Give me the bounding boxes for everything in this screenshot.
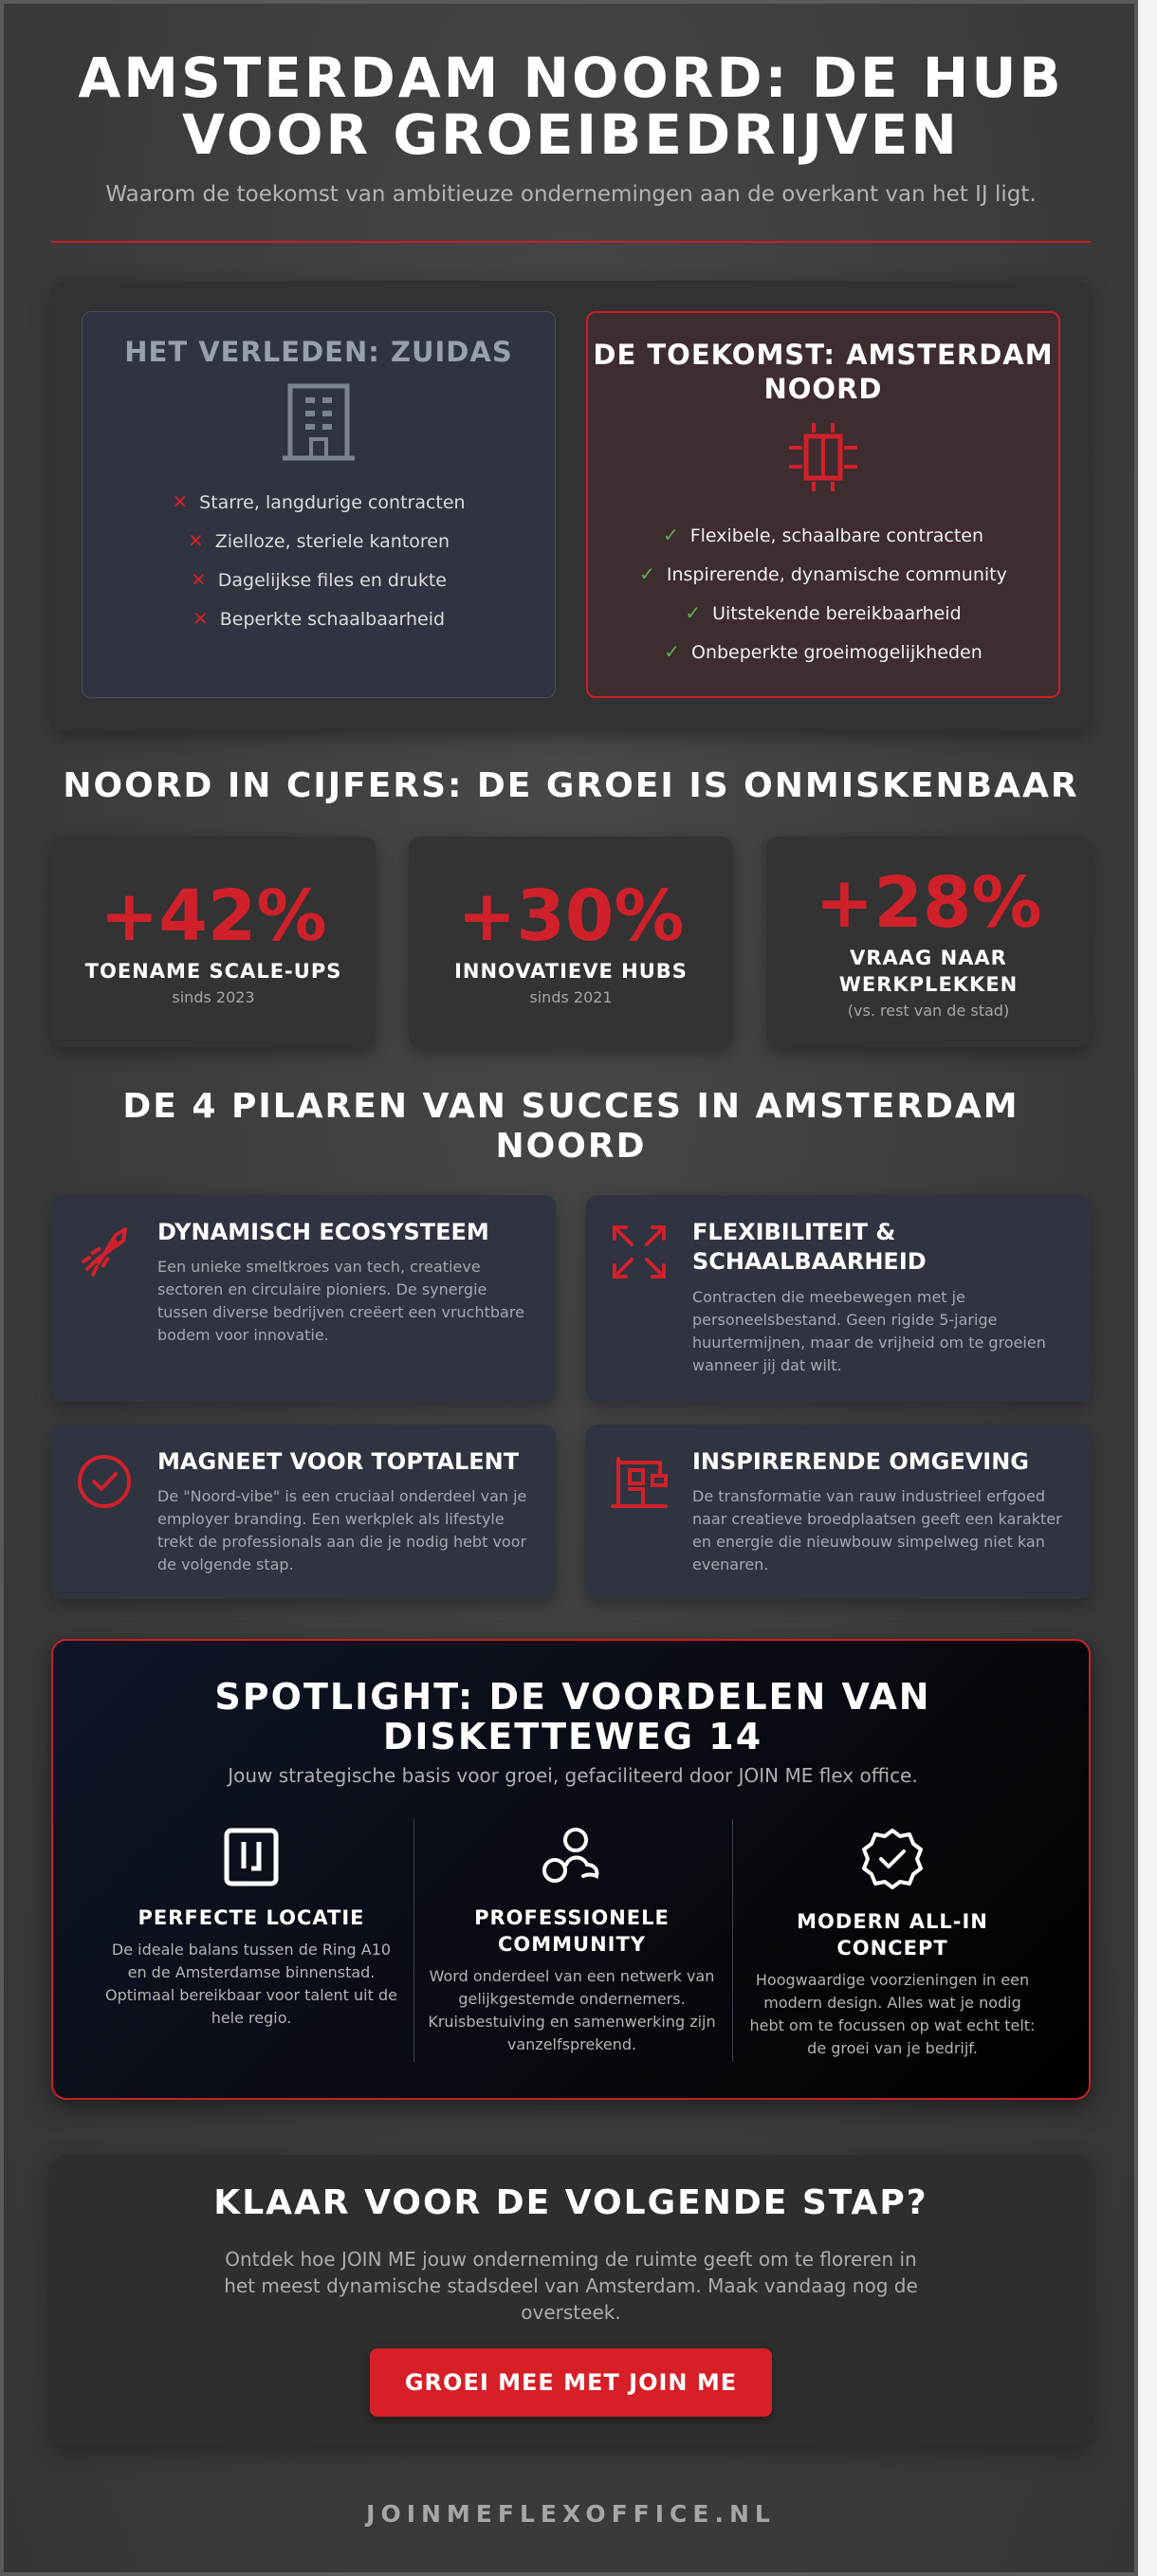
stat-card-workplaces — [766, 837, 1091, 1047]
stat-note: sinds 2023 — [172, 988, 255, 1006]
chip-icon — [783, 419, 863, 495]
past-card — [82, 311, 556, 698]
pillar-title: MAGNEET VOOR TOPTALENT — [157, 1448, 520, 1475]
list-item — [83, 599, 555, 638]
office-building-icon — [281, 382, 357, 462]
spotlight-col-text: Word onderdeel van een netwerk van gelijkgestemde ondernemers. Kruisbestuiving en samenwerking zijn vanzelfsprekend. — [428, 1967, 716, 2053]
pillars-title: DE 4 PILAREN VAN SUCCES IN AMSTERDAM NOORD — [122, 1087, 1019, 1166]
pillar-text: De transformatie van rauw industrieel erfgoed naar creatieve broedplaatsen geeft een karakter en energie die nieuwbouw simpelweg niet kan evenaren. — [692, 1487, 1062, 1573]
list-item-text: Inspirerende, dynamische community — [666, 564, 1007, 585]
list-item-text: Beperkte schaalbaarheid — [219, 609, 446, 630]
community-icon — [540, 1827, 604, 1887]
list-item-text: Onbeperkte groeimogelijkheden — [690, 642, 983, 663]
spotlight-col-title: MODERN ALL-IN CONCEPT — [797, 1910, 988, 1960]
stat-label: VRAAG NAAR WERKPLEKKEN — [838, 947, 1019, 996]
list-item — [588, 516, 1058, 555]
list-item-text: Zielloze, steriele kantoren — [214, 531, 450, 552]
pillar-card-talent — [51, 1425, 556, 1599]
location-frame-icon — [223, 1827, 280, 1887]
title-divider — [51, 241, 1091, 243]
page-title: AMSTERDAM NOORD: DE HUB VOOR GROEIBEDRIJVEN — [78, 46, 1064, 167]
list-item — [83, 483, 555, 522]
future-heading: DE TOEKOMST: AMSTERDAM NOORD — [593, 339, 1054, 405]
past-heading: HET VERLEDEN: ZUIDAS — [124, 336, 513, 368]
pillar-card-ecosystem — [51, 1195, 556, 1402]
spotlight-panel — [51, 1639, 1091, 2100]
spotlight-col-community — [425, 1827, 719, 2056]
list-item — [83, 561, 555, 599]
pillar-card-environment — [586, 1425, 1091, 1599]
spotlight-col-title: PROFESSIONELE COMMUNITY — [474, 1906, 670, 1956]
list-item — [588, 633, 1058, 672]
list-item-text: Uitstekende bereikbaarheid — [712, 603, 962, 624]
pillar-card-flexibility — [586, 1195, 1091, 1402]
stat-note: (vs. rest van de stad) — [847, 1002, 1010, 1020]
numbers-title: NOORD IN CIJFERS: DE GROEI IS ONMISKENBAAR — [63, 766, 1079, 805]
page-subtitle: Waarom de toekomst van ambitieuze ondernemingen aan de overkant van het IJ ligt. — [105, 182, 1037, 207]
pillar-title: FLEXIBILITEIT & SCHAALBAARHEID — [692, 1219, 927, 1275]
cta-button[interactable]: GROEI MEE MET JOIN ME — [370, 2348, 772, 2417]
stat-value: +28% — [815, 862, 1042, 944]
spotlight-divider — [732, 1819, 733, 2062]
expand-icon — [609, 1222, 670, 1282]
spotlight-divider — [413, 1819, 414, 2062]
rocket-icon — [74, 1222, 135, 1282]
stat-label: TOENAME SCALE-UPS — [84, 960, 342, 983]
list-item-text: Flexibele, schaalbare contracten — [689, 525, 984, 546]
pillar-text: De "Noord-vibe" is een cruciaal onderdeel van je employer branding. Een werkplek als lifestyle trekt de professionals aan die je nodig hebt voor de volgende stap. — [157, 1487, 527, 1573]
cta-panel — [51, 2155, 1091, 2445]
check-mark-icon: ✓ — [639, 562, 655, 585]
list-item — [588, 594, 1058, 633]
stat-label: INNOVATIEVE HUBS — [454, 960, 688, 983]
badge-check-icon — [860, 1827, 925, 1891]
stat-value: +42% — [100, 875, 327, 957]
future-list — [588, 516, 1058, 672]
footer-website[interactable]: JOINMEFLEXOFFICE.NL — [366, 2500, 776, 2528]
check-mark-icon: ✓ — [685, 601, 702, 624]
stat-note: sinds 2021 — [529, 988, 613, 1006]
list-item — [588, 555, 1058, 594]
stat-card-scaleups — [51, 837, 376, 1047]
spotlight-col-text: De ideale balans tussen de Ring A10 en de Amsterdamse binnenstad. Optimaal bereikbaar voor talent uit de hele regio. — [105, 1941, 397, 2027]
spotlight-title: SPOTLIGHT: DE VOORDELEN VAN DISKETTEWEG 14 — [214, 1676, 931, 1757]
list-item-text: Dagelijkse files en drukte — [217, 570, 447, 591]
list-item — [83, 522, 555, 561]
spotlight-col-concept — [745, 1827, 1039, 2060]
check-mark-icon: ✓ — [664, 640, 680, 663]
pillar-text: Een unieke smeltkroes van tech, creatieve sectoren en circulaire pioniers. De synergie tussen diverse bedrijven creëert een vruchtbare bodem voor innovatie. — [157, 1258, 524, 1344]
cta-text: Ontdek hoe JOIN ME jouw onderneming de ruimte geeft om te floreren in het meest dynamische stadsdeel van Amsterdam. Maak vandaag nog de oversteek. — [224, 2248, 918, 2324]
cta-title: KLAAR VOOR DE VOLGENDE STAP? — [213, 2183, 928, 2222]
spotlight-col-text: Hoogwaardige voorzieningen in een modern design. Alles wat je nodig hebt om te focussen op wat echt telt: de groei van je bedrijf. — [749, 1971, 1036, 2057]
pillar-title: INSPIRERENDE OMGEVING — [692, 1448, 1029, 1475]
list-item-text: Starre, langdurige contracten — [199, 492, 466, 513]
comparison-panel — [51, 281, 1091, 730]
spotlight-subtitle: Jouw strategische basis voor groei, gefaciliteerd door JOIN ME flex office. — [228, 1764, 918, 1787]
x-mark-icon: ✕ — [172, 490, 189, 513]
stat-card-hubs — [409, 837, 733, 1047]
x-mark-icon: ✕ — [191, 568, 207, 591]
x-mark-icon: ✕ — [187, 529, 204, 552]
crane-icon — [609, 1451, 670, 1512]
stat-value: +30% — [457, 875, 685, 957]
check-circle-icon — [74, 1451, 135, 1512]
spotlight-col-location — [104, 1827, 398, 2030]
future-card — [586, 311, 1060, 698]
check-mark-icon: ✓ — [662, 524, 679, 546]
x-mark-icon: ✕ — [192, 607, 209, 630]
pillar-text: Contracten die meebewegen met je personeelsbestand. Geen rigide 5-jarige huurtermijnen, maar de vrijheid om te groeien wanneer jij dat wilt. — [692, 1288, 1046, 1374]
past-list — [83, 483, 555, 638]
spotlight-col-title: PERFECTE LOCATIE — [138, 1906, 365, 1929]
pillar-title: DYNAMISCH ECOSYSTEEM — [157, 1219, 489, 1245]
